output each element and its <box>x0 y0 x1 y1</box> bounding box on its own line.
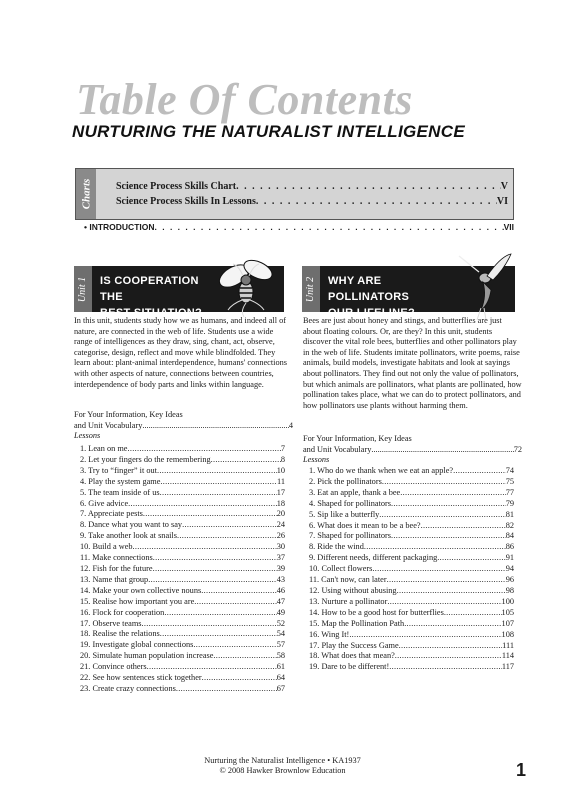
lesson-entry[interactable] <box>309 531 514 542</box>
lesson-page: 52 <box>276 618 285 628</box>
lesson-entry[interactable] <box>309 477 514 488</box>
leader-dots <box>160 488 277 499</box>
unit2-heading <box>328 273 448 321</box>
lesson-page: 18 <box>276 498 285 508</box>
lesson-title: 10. Collect flowers <box>309 564 373 574</box>
lesson-title: 14. Make your own collective nouns <box>80 585 202 595</box>
lesson-title: 7. Appreciate pests <box>80 509 143 519</box>
lesson-title: 9. Different needs, different packaging <box>309 553 438 563</box>
lesson-entry[interactable] <box>309 630 514 641</box>
lesson-title: 13. Nurture a pollinator <box>309 596 388 606</box>
lesson-title: 4. Play the system game <box>80 476 161 486</box>
leader-dots <box>177 531 277 542</box>
leader-dots <box>372 564 505 575</box>
lesson-page: 57 <box>276 640 285 650</box>
leader-dots <box>128 499 277 510</box>
unit1-tab <box>74 266 92 312</box>
leader-dots <box>391 499 506 510</box>
lesson-entry[interactable] <box>80 673 285 684</box>
lesson-entry[interactable] <box>309 510 514 521</box>
leader-dots <box>399 641 503 652</box>
lesson-title: 18. Realise the relations <box>80 629 160 639</box>
lesson-page: 105 <box>501 607 514 617</box>
introduction-label: • INTRODUCTION <box>84 222 155 232</box>
introduction-entry[interactable] <box>84 222 514 232</box>
leader-dots <box>182 520 277 531</box>
leader-dots <box>147 662 277 673</box>
lesson-entry[interactable] <box>80 564 285 575</box>
lesson-page: 49 <box>276 607 285 617</box>
leader-dots <box>157 466 277 477</box>
unit2-vocab-entry[interactable] <box>303 445 522 456</box>
charts-entry-label: Science Process Skills Chart <box>116 181 237 192</box>
lesson-entry[interactable] <box>80 629 285 640</box>
leader-dots <box>256 196 497 207</box>
lesson-entry[interactable] <box>80 466 285 477</box>
lesson-entry[interactable] <box>80 455 285 466</box>
charts-entry-page: VI <box>496 196 508 207</box>
leader-dots <box>391 531 506 542</box>
leader-dots <box>400 488 505 499</box>
leader-dots <box>371 445 513 456</box>
lesson-entry[interactable] <box>80 444 285 455</box>
leader-dots <box>143 509 277 520</box>
lesson-title: 21. Convince others <box>80 662 147 672</box>
unit2-lesson-list <box>309 466 514 673</box>
lesson-title: 1. Lean on me <box>80 444 128 453</box>
unit2-info-line1: For Your Information, Key Ideas <box>303 434 412 443</box>
lesson-title: 5. The team inside of us <box>80 487 160 497</box>
lesson-entry[interactable] <box>309 597 514 608</box>
leader-dots <box>155 222 504 232</box>
lesson-title: 15. Realise how important you are <box>80 596 195 606</box>
leader-dots <box>395 651 502 662</box>
lesson-entry[interactable] <box>80 651 285 662</box>
lesson-entry[interactable] <box>309 553 514 564</box>
footer <box>0 756 565 776</box>
unit1-lesson-list <box>80 444 285 695</box>
charts-tab <box>76 169 96 219</box>
leader-dots <box>148 575 277 586</box>
lesson-entry[interactable] <box>309 651 514 662</box>
lesson-entry[interactable] <box>80 531 285 542</box>
unit2-vocab-label: and Unit Vocabulary <box>303 444 372 454</box>
lesson-entry[interactable] <box>80 553 285 564</box>
lesson-entry[interactable] <box>309 499 514 510</box>
lesson-page: 117 <box>501 662 514 672</box>
unit1-vocab-entry[interactable] <box>74 421 293 432</box>
lesson-page: 10 <box>276 465 285 475</box>
unit2-description: Bees are just about honey and stings, and butterflies are just about floating colours. Or, are they? In this unit, students discover the vital role bees, butterflies and other pollinators play in the web of life. Students imitate pollinators, write poems, raise animals, build models, investigate habitats and look at sayings about pollinators. They find out not only the value of pollinators, but which animals are pollinators, what plants are pollinated, how pollination takes place, what we can do to protect pollinators, and how pollinators use plants without harming them. <box>303 316 522 410</box>
page-title: Table Of Contents <box>76 75 413 124</box>
unit1-banner <box>74 266 284 319</box>
charts-entry[interactable] <box>116 181 508 192</box>
lesson-entry[interactable] <box>309 586 514 597</box>
leader-dots <box>211 455 281 466</box>
lesson-page: 111 <box>502 640 514 650</box>
lesson-page: 64 <box>276 673 285 683</box>
lesson-title: 17. Observe teams <box>80 618 142 628</box>
lesson-title: 8. Ride the wind <box>309 542 364 552</box>
lesson-page: 79 <box>505 498 514 508</box>
lesson-entry[interactable] <box>80 608 285 619</box>
unit1-description: In this unit, students study how we as humans, and indeed all of nature, are connected in the web of life. Students use a wide range of intelligences as they draw, sing, chant, act, observe, categorise, design, reflect and move while blindfolded. They learn about: plant-animal interdependence, humans' connections with other aspects of nature, connections between countries, interdependence of body parts and links within language. <box>74 316 287 389</box>
leader-dots <box>404 619 501 630</box>
hummingbird-illustration <box>453 250 515 322</box>
lesson-page: 74 <box>505 466 514 475</box>
leader-dots <box>153 553 277 564</box>
lesson-title: 12. Using without abusing <box>309 585 397 595</box>
lesson-title: 5. Sip like a butterfly <box>309 509 380 519</box>
page-number: 1 <box>516 760 527 780</box>
lesson-title: 15. Map the Pollination Path <box>309 618 405 628</box>
unit1-tab-label: Unit 1 <box>77 276 89 302</box>
lesson-title: 19. Dare to be different! <box>309 662 390 672</box>
lesson-title: 17. Play the Success Game <box>309 640 399 650</box>
lesson-entry[interactable] <box>309 608 514 619</box>
lesson-page: 98 <box>505 585 514 595</box>
lesson-entry[interactable] <box>80 640 285 651</box>
leader-dots <box>349 630 501 641</box>
lesson-title: 22. See how sentences stick together <box>80 673 202 683</box>
unit2-info-block <box>303 434 522 466</box>
lesson-entry[interactable] <box>309 466 514 477</box>
lesson-title: 3. Try to “finger” it out <box>80 465 157 475</box>
lesson-title: 18. What does that mean? <box>309 651 395 661</box>
lesson-title: 13. Name that group <box>80 574 149 584</box>
lesson-page: 114 <box>501 651 514 661</box>
lesson-page: 30 <box>276 542 285 552</box>
unit1-vocab-page: 4 <box>288 420 293 430</box>
footer-copyright: © 2008 Hawker Brownlow Education <box>219 766 346 775</box>
lesson-entry[interactable] <box>80 575 285 586</box>
lesson-page: 46 <box>276 585 285 595</box>
lesson-title: 23. Create crazy connections <box>80 683 176 693</box>
lesson-page: 17 <box>276 487 285 497</box>
leader-dots <box>194 597 276 608</box>
charts-entry-label: Science Process Skills In Lessons <box>116 196 256 207</box>
introduction-page: VII <box>503 222 514 232</box>
charts-entry-page: V <box>500 181 508 192</box>
lesson-title: 7. Shaped for pollinators <box>309 531 392 541</box>
leader-dots <box>453 466 506 477</box>
lesson-page: 100 <box>501 596 514 606</box>
lesson-title: 14. How to be a good host for butterflies <box>309 607 444 617</box>
leader-dots <box>437 553 505 564</box>
leader-dots <box>164 608 276 619</box>
lesson-page: 108 <box>501 629 514 639</box>
lesson-page: 82 <box>505 520 514 530</box>
lesson-title: 11. Can't now, can later <box>309 575 387 585</box>
book-subtitle: NURTURING THE NATURALIST INTELLIGENCE <box>72 122 465 141</box>
lesson-title: 16. Flock for cooperation <box>80 607 165 617</box>
leader-dots <box>160 477 277 488</box>
lesson-page: 7 <box>280 444 285 453</box>
lesson-page: 107 <box>501 618 514 628</box>
leader-dots <box>236 181 501 192</box>
leader-dots <box>387 597 501 608</box>
leader-dots <box>176 684 277 695</box>
leader-dots <box>213 651 276 662</box>
lesson-entry[interactable] <box>309 488 514 499</box>
lesson-entry[interactable] <box>309 542 514 553</box>
leader-dots <box>379 510 505 521</box>
lesson-title: 4. Shaped for pollinators <box>309 498 392 508</box>
lesson-page: 75 <box>505 476 514 486</box>
unit2-tab <box>302 266 320 312</box>
lesson-title: 9. Take another look at snails <box>80 531 177 541</box>
lesson-title: 12. Fish for the future <box>80 563 153 573</box>
unit2-heading-line1: WHY ARE POLLINATORS <box>328 275 410 303</box>
leader-dots <box>397 586 506 597</box>
lesson-page: 81 <box>505 509 514 519</box>
lesson-entry[interactable] <box>80 586 285 597</box>
lesson-page: 26 <box>276 531 285 541</box>
charts-entry[interactable] <box>116 196 508 207</box>
unit1-vocab-label: and Unit Vocabulary <box>74 420 143 430</box>
charts-section <box>75 168 514 220</box>
lesson-page: 43 <box>276 574 285 584</box>
lesson-entry[interactable] <box>309 619 514 630</box>
lesson-page: 39 <box>276 563 285 573</box>
lesson-title: 2. Let your fingers do the remembering <box>80 454 211 464</box>
unit1-heading <box>100 273 220 321</box>
unit2-lessons-label: Lessons <box>303 455 330 465</box>
lesson-page: 58 <box>276 651 285 661</box>
lesson-page: 86 <box>505 542 514 552</box>
lesson-page: 54 <box>276 629 285 639</box>
unit2-vocab-page: 72 <box>513 444 522 454</box>
bee-illustration <box>212 250 284 318</box>
lesson-page: 37 <box>276 553 285 563</box>
unit1-lessons-label: Lessons <box>74 431 101 441</box>
lesson-title: 10. Build a web <box>80 542 133 552</box>
lesson-entry[interactable] <box>80 499 285 510</box>
lesson-entry[interactable] <box>80 597 285 608</box>
lesson-title: 3. Eat an apple, thank a bee <box>309 487 401 497</box>
leader-dots <box>142 619 277 630</box>
lesson-entry[interactable] <box>80 488 285 499</box>
unit1-heading-line2: BEST SITUATION? <box>100 307 203 319</box>
lesson-title: 1. Who do we thank when we eat an apple? <box>309 466 454 475</box>
unit2-tab-label: Unit 2 <box>305 276 317 302</box>
unit1-info-block <box>74 410 293 442</box>
lesson-page: 8 <box>280 454 285 464</box>
leader-dots <box>444 608 502 619</box>
leader-dots <box>421 521 506 532</box>
charts-tab-label: Charts <box>80 178 93 210</box>
leader-dots <box>382 477 506 488</box>
leader-dots <box>389 662 502 673</box>
lesson-entry[interactable] <box>80 520 285 531</box>
lesson-page: 11 <box>277 476 285 486</box>
leader-dots <box>160 629 277 640</box>
lesson-page: 77 <box>505 487 514 497</box>
lesson-entry[interactable] <box>309 641 514 652</box>
leader-dots <box>387 575 506 586</box>
lesson-page: 84 <box>505 531 514 541</box>
lesson-page: 61 <box>276 662 285 672</box>
lesson-page: 67 <box>276 683 285 693</box>
leader-dots <box>201 586 277 597</box>
leader-dots <box>133 542 277 553</box>
lesson-page: 91 <box>505 553 514 563</box>
leader-dots <box>127 444 280 455</box>
lesson-title: 6. Give advice <box>80 498 129 508</box>
lesson-entry[interactable] <box>80 542 285 553</box>
lesson-title: 8. Dance what you want to say <box>80 520 183 530</box>
leader-dots <box>202 673 277 684</box>
lesson-entry[interactable] <box>309 662 514 673</box>
lesson-title: 16. Wing It! <box>309 629 350 639</box>
lesson-entry[interactable] <box>80 619 285 630</box>
lesson-title: 6. What does it mean to be a bee? <box>309 520 421 530</box>
lesson-page: 94 <box>505 564 514 574</box>
lesson-page: 96 <box>505 575 514 585</box>
unit1-info-line1: For Your Information, Key Ideas <box>74 410 183 419</box>
unit1-heading-line1: IS COOPERATION THE <box>100 275 199 303</box>
leader-dots <box>364 542 506 553</box>
leader-dots <box>193 640 276 651</box>
lesson-page: 20 <box>276 509 285 519</box>
lesson-entry[interactable] <box>309 575 514 586</box>
unit2-heading-line2: OUR LIFELINE? <box>328 307 416 319</box>
lesson-page: 47 <box>276 596 285 606</box>
lesson-entry[interactable] <box>80 477 285 488</box>
lesson-entry[interactable] <box>309 564 514 575</box>
leader-dots <box>142 421 288 432</box>
lesson-title: 2. Pick the pollinators <box>309 476 382 486</box>
lesson-entry[interactable] <box>309 521 514 532</box>
lesson-entry[interactable] <box>80 509 285 520</box>
lesson-entry[interactable] <box>80 662 285 673</box>
lesson-entry[interactable] <box>80 684 285 695</box>
footer-line1: Nurturing the Naturalist Intelligence • KA1937 <box>204 756 361 765</box>
lesson-title: 11. Make connections <box>80 553 153 563</box>
lesson-title: 20. Simulate human population increase <box>80 651 214 661</box>
lesson-title: 19. Investigate global connections <box>80 640 194 650</box>
lesson-page: 24 <box>276 520 285 530</box>
leader-dots <box>153 564 277 575</box>
unit2-banner <box>302 266 515 319</box>
